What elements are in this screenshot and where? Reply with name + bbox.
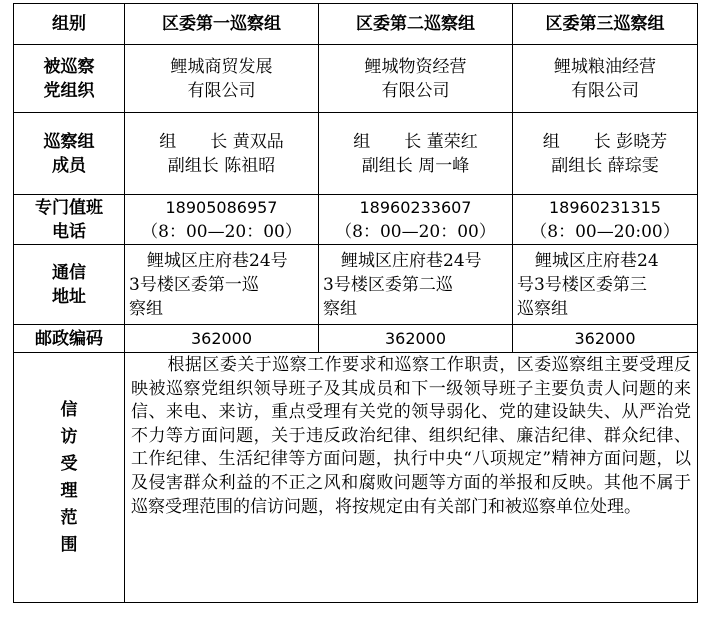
group1-postcode: 362000 [125,325,319,353]
party-org-row [14,45,698,113]
group3-phone: 18960231315 （8：00—20:00） [513,195,698,245]
address-row [14,245,698,325]
group3-address: 鲤城区庄府巷24 号3号楼区委第三 巡察组 [513,245,698,325]
group1-header: 区委第一巡察组 [125,4,319,45]
members-label: 巡察组 成员 [14,113,125,195]
phone-label: 专门值班 电话 [14,195,125,245]
members-row [14,113,698,195]
group1-members: 组 长 黄双品 副组长 陈祖昭 [125,113,319,195]
group2-postcode: 362000 [319,325,513,353]
postcode-row [14,325,698,353]
group2-address: 鲤城区庄府巷24号 3号楼区委第二巡 察组 [319,245,513,325]
group2-phone: 18960233607 （8：00—20：00） [319,195,513,245]
scope-text: 根据区委关于巡察工作要求和巡察工作职责，区委巡察组主要受理反映被巡察党组织领导班子及其成员和下一级领导班子主要负责人问题的来信、来电、来访，重点受理有关党的领导弱化、党的建设缺失、从严治党不力等方面问题，关于违反政治纪律、组织纪律、廉洁纪律、群众纪律、工作纪律、生活纪律等方面问题，执行中央“八项规定”精神方面问题，以及侵害群众利益的不正之风和腐败问题等方面的举报和反映。其他不属于巡察受理范围的信访问题，将按规定由有关部门和被巡察单位处理。 [125,353,698,603]
group2-members: 组 长 董荣红 副组长 周一峰 [319,113,513,195]
inspection-info-table [13,3,698,603]
group1-address: 鲤城区庄府巷24号 3号楼区委第一巡 察组 [125,245,319,325]
scope-label: 信 访 受 理 范 围 [14,353,125,603]
group1-party-org: 鲤城商贸发展 有限公司 [125,45,319,113]
group3-header: 区委第三巡察组 [513,4,698,45]
group3-members: 组 长 彭晓芳 副组长 薛琮雯 [513,113,698,195]
header-row [14,4,698,45]
group1-phone: 18905086957 （8：00—20：00） [125,195,319,245]
address-label: 通信 地址 [14,245,125,325]
party-org-label: 被巡察 党组织 [14,45,125,113]
group2-header: 区委第二巡察组 [319,4,513,45]
group-header-label: 组别 [14,4,125,45]
group2-party-org: 鲤城物资经营 有限公司 [319,45,513,113]
group3-postcode: 362000 [513,325,698,353]
scope-row [14,353,698,603]
group3-party-org: 鲤城粮油经营 有限公司 [513,45,698,113]
postcode-label: 邮政编码 [14,325,125,353]
phone-row [14,195,698,245]
